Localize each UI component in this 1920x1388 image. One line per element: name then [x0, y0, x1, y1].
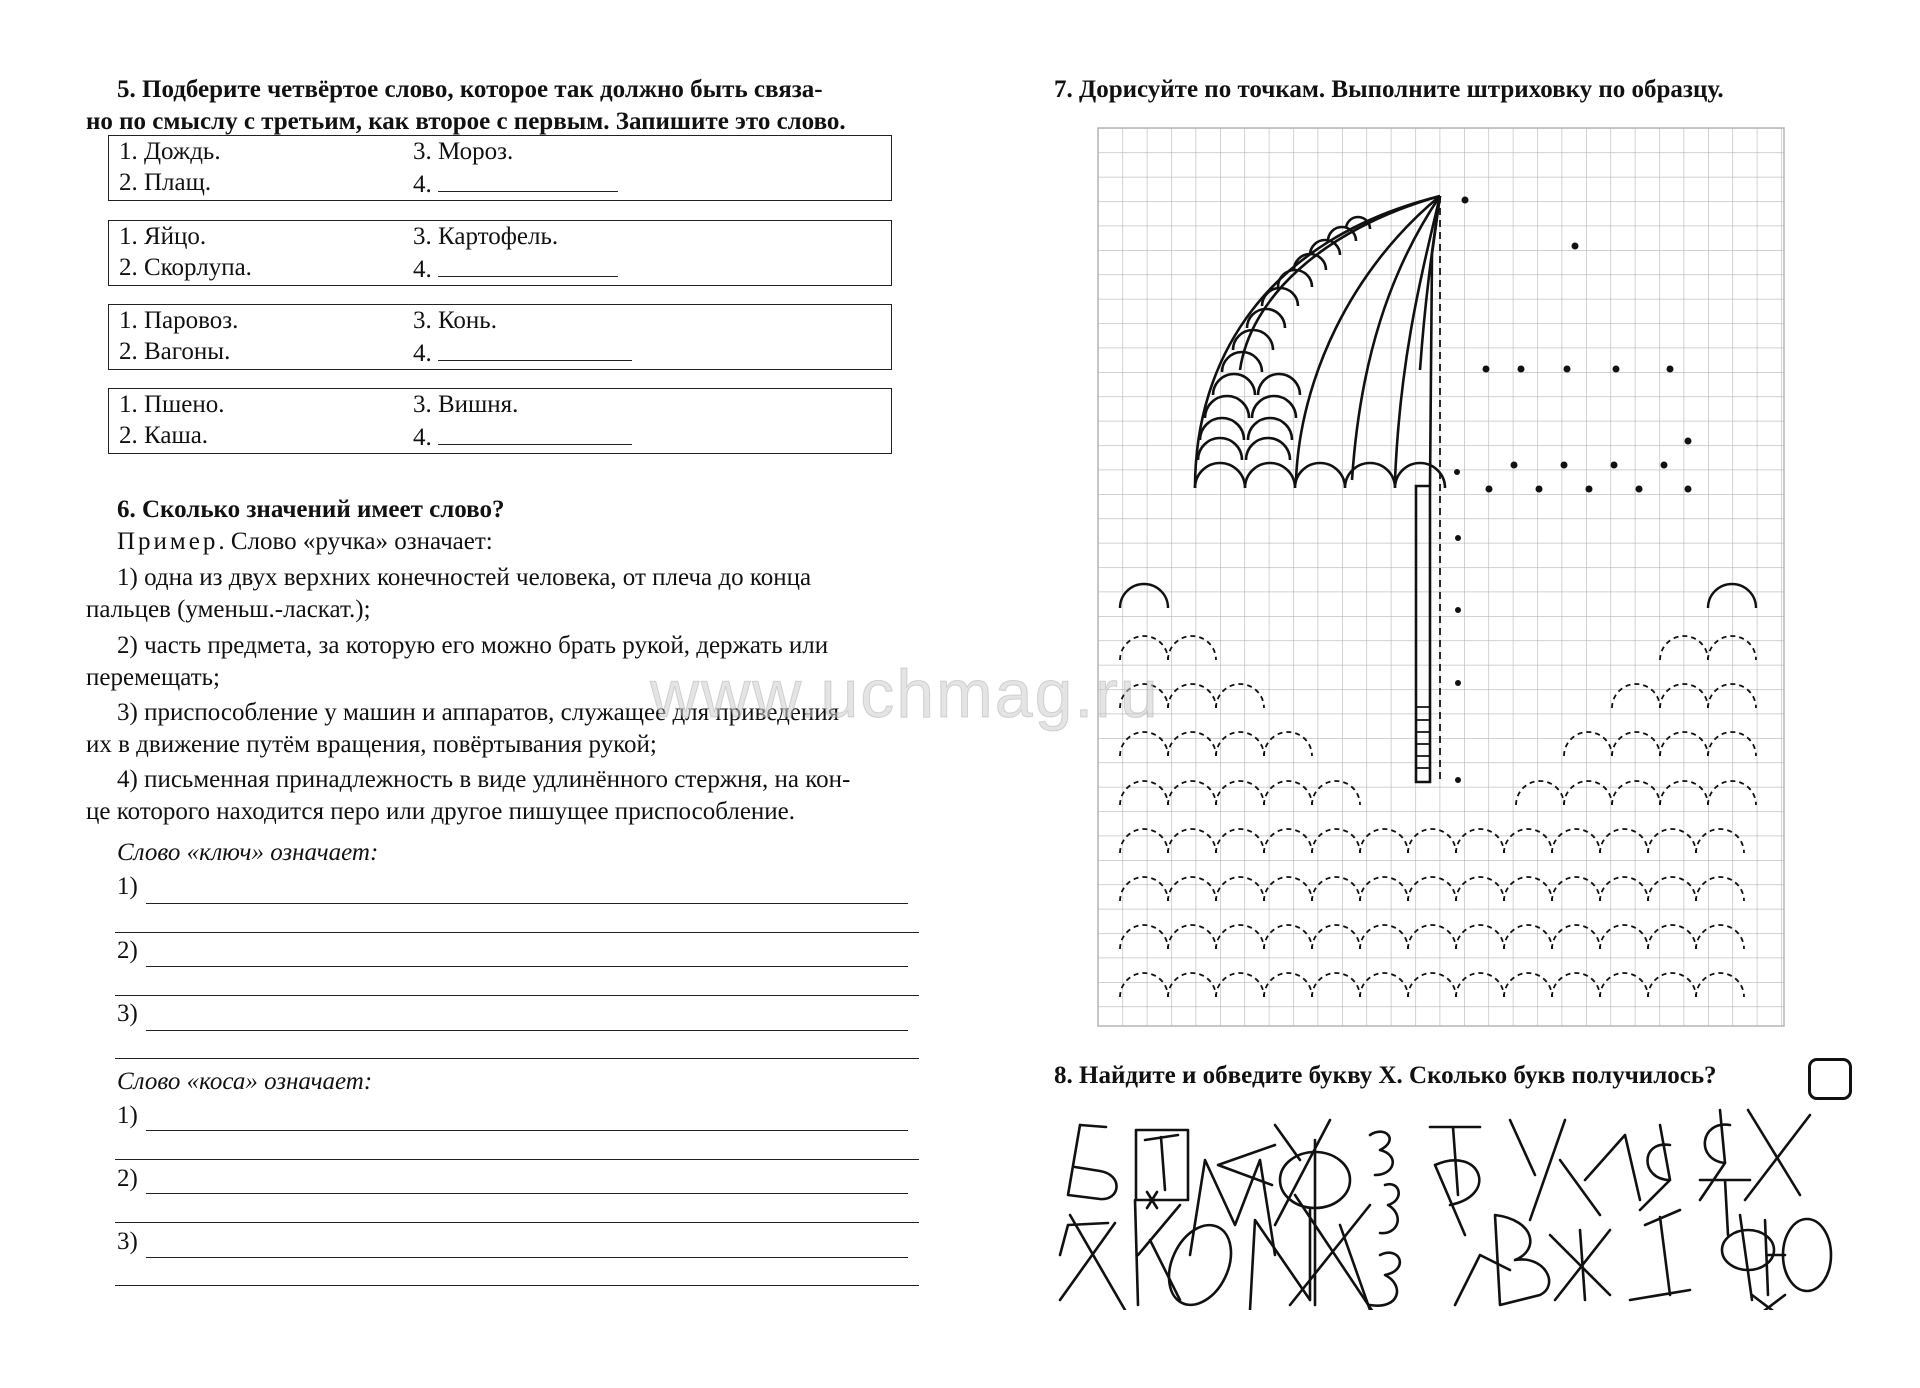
guide-dot	[1586, 486, 1593, 493]
word3: 3. Мороз.	[413, 138, 514, 165]
guide-dot	[1685, 486, 1692, 493]
word4-number: 4.	[413, 171, 432, 198]
letter-shape	[1250, 1210, 1310, 1310]
answer-number: 1)	[117, 1102, 138, 1129]
guide-dot	[1486, 486, 1493, 493]
letter-shape	[1510, 1120, 1565, 1220]
letter-shape	[1585, 1135, 1640, 1200]
meaning3-line2: их в движение путём вращения, повёртывания рукой;	[86, 731, 657, 758]
meaning4-line1: 4) письменная принадлежность в виде удлинённого стержня, на кон-	[117, 766, 851, 793]
word4-number: 4.	[413, 424, 432, 451]
letter-shape	[1550, 1230, 1610, 1300]
word3: 3. Конь.	[413, 307, 497, 334]
letter-shape	[1145, 1135, 1178, 1190]
task5-heading-line2: но по смыслу с третьим, как второе с первым. Запишите это слово.	[86, 108, 846, 135]
letter-x	[1752, 1295, 1785, 1310]
guide-dot	[1511, 462, 1518, 469]
meaning2-line2: перемещать;	[86, 664, 220, 691]
guide-dot	[1454, 469, 1460, 475]
word2: 2. Каша.	[119, 422, 209, 449]
guide-dot	[1564, 366, 1571, 373]
answer-number: 3)	[117, 1000, 138, 1027]
guide-dot	[1518, 366, 1525, 373]
watermark: www.uchmag.ru	[650, 656, 1160, 732]
meaning4-line2: це которого находится перо или другое пишущее приспособление.	[86, 798, 796, 825]
example-rest: . Слово «ручка» означает:	[218, 528, 493, 555]
guide-dot	[1613, 366, 1620, 373]
letter-shape	[1640, 1125, 1670, 1210]
guide-dot	[1661, 462, 1668, 469]
task6-heading: 6. Сколько значений имеет слово?	[117, 496, 505, 523]
letter-shape	[1080, 1125, 1106, 1127]
guide-dot	[1455, 680, 1461, 686]
answer-number: 2)	[117, 937, 138, 964]
task7-heading: 7. Дорисуйте по точкам. Выполните штриховку по образцу.	[1054, 76, 1724, 103]
letter-shape	[1135, 1200, 1180, 1305]
scythe-word-prompt: Слово «коса» означает:	[117, 1068, 373, 1095]
letter-shape	[1370, 1132, 1393, 1175]
letter-shape	[1370, 1253, 1400, 1306]
meaning1-line2: пальцев (уменьш.-ласкат.);	[86, 596, 371, 623]
task8-heading: 8. Найдите и обведите букву Х. Сколько букв получилось?	[1054, 1062, 1717, 1089]
word1: 1. Яйцо.	[119, 223, 207, 250]
example-label: Пример	[117, 528, 219, 555]
guide-dot	[1561, 462, 1568, 469]
guide-dot	[1462, 197, 1469, 204]
letter-x	[1745, 1110, 1810, 1200]
meaning2-line1: 2) часть предмета, за которую его можно брать рукой, держать или	[117, 632, 829, 659]
guide-dot	[1455, 535, 1461, 541]
key-word-prompt: Слово «ключ» означает:	[117, 839, 379, 866]
guide-dot	[1685, 438, 1692, 445]
letter-shape	[1190, 1160, 1275, 1255]
meaning3-line1: 3) приспособление у машин и аппаратов, служащее для приведения	[117, 699, 840, 726]
guide-dot	[1455, 777, 1461, 783]
letter-shape	[1740, 1215, 1752, 1300]
word2: 2. Скорлупа.	[119, 254, 252, 281]
word1: 1. Пшено.	[119, 391, 225, 418]
answer-number: 1)	[117, 873, 138, 900]
guide-dot	[1455, 607, 1461, 613]
letter-shape	[1380, 1184, 1399, 1233]
guide-dot	[1611, 462, 1618, 469]
task5-heading-line1: 5. Подберите четвёртое слово, которое так должно быть связа-	[117, 76, 823, 103]
guide-dot	[1536, 486, 1543, 493]
letter-shape	[1495, 1215, 1549, 1305]
letter-shape	[1630, 1210, 1690, 1300]
word1: 1. Паровоз.	[119, 307, 239, 334]
grid-paper	[1098, 128, 1784, 1026]
word1: 1. Дождь.	[119, 138, 221, 165]
letter-jumble[interactable]	[1040, 1105, 1840, 1310]
word2: 2. Плащ.	[119, 169, 212, 196]
answer-count-box[interactable]	[1808, 1058, 1852, 1100]
word3: 3. Вишня.	[413, 391, 519, 418]
answer-number: 2)	[117, 1165, 138, 1192]
word3: 3. Картофель.	[413, 223, 559, 250]
answer-number: 3)	[117, 1228, 138, 1255]
letter-shape	[1455, 1255, 1510, 1305]
meaning1-line1: 1) одна из двух верхних конечностей человека, от плеча до конца	[117, 564, 812, 591]
guide-dot	[1483, 366, 1490, 373]
guide-dot	[1667, 366, 1674, 373]
letter-shape	[1275, 1120, 1330, 1225]
word4-number: 4.	[413, 340, 432, 367]
letter-shape	[1218, 1145, 1275, 1185]
guide-dot	[1636, 486, 1643, 493]
letter-shape	[1157, 1215, 1243, 1310]
word2: 2. Вагоны.	[119, 338, 231, 365]
letter-shape	[1068, 1125, 1117, 1199]
letter-shape	[1783, 1219, 1831, 1291]
word4-number: 4.	[413, 256, 432, 283]
guide-dot	[1572, 243, 1579, 250]
letter-x	[1290, 1195, 1375, 1310]
letter-x	[1060, 1215, 1125, 1310]
